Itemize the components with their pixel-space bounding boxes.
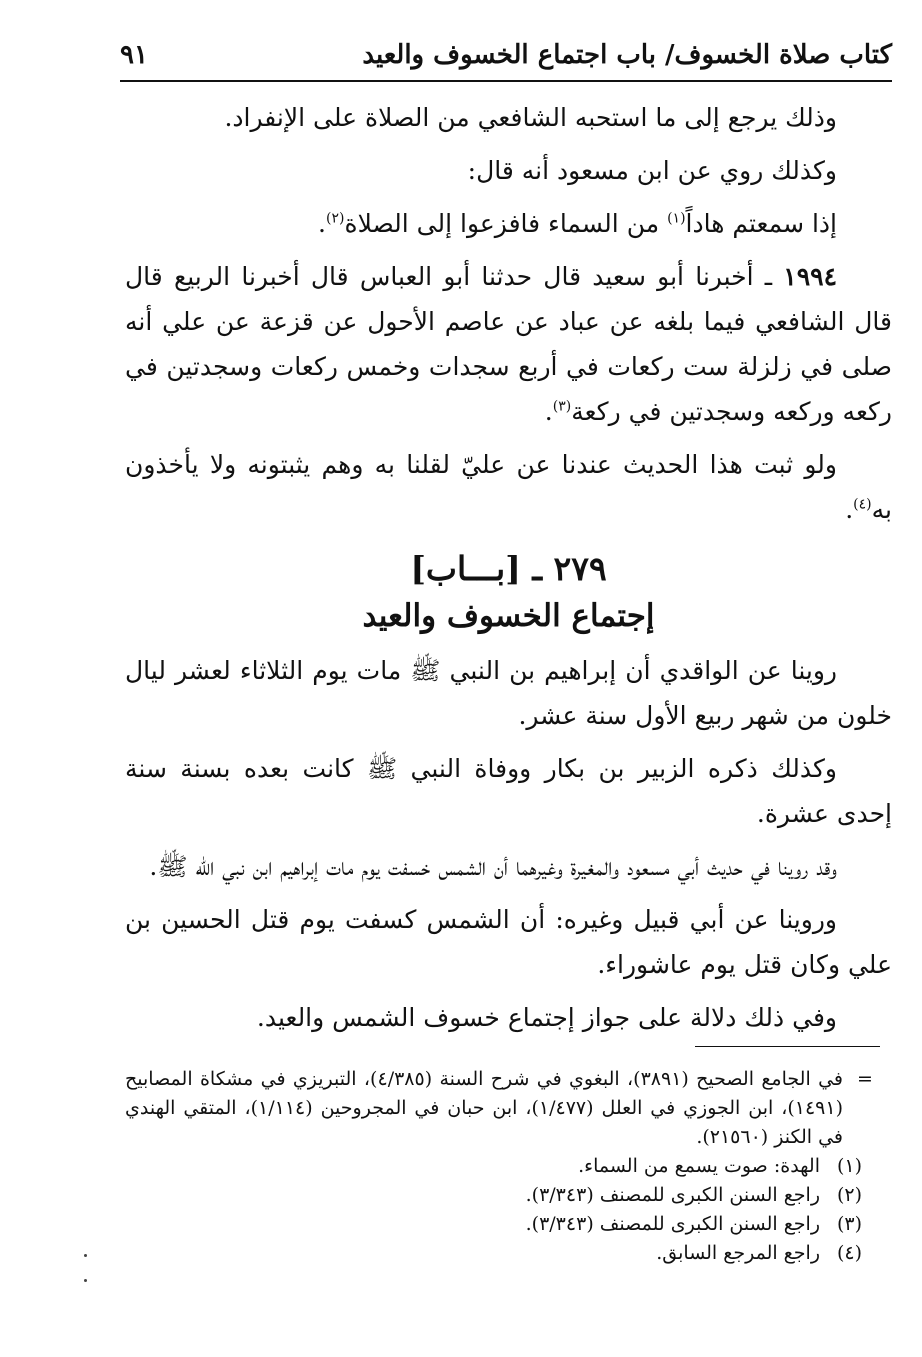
footnote-number: (٤) <box>836 1242 862 1264</box>
paragraph: ولو ثبت هذا الحديث عندنا عن عليّ لقلنا به وهم يثبتونه ولا يأخذون به$^{(٤)}$. <box>125 450 892 524</box>
footnote-text: الهدة: صوت يسمع من السماء. <box>578 1155 820 1177</box>
paragraph: وفي ذلك دلالة على جواز إجتماع خسوف الشمس والعيد. <box>256 1003 837 1032</box>
quote-paragraph: إذا سمعتم هاداً$^{(١)}$ من السماء فافزعوا إلى الصلاة$^{(٢)}$. <box>318 209 837 238</box>
footnote-text: في الجامع الصحيح (٣٨٩١)، البغوي في شرح السنة (٤/٣٨٥)، التبريزي في مشكاة المصابيح (١٤٩١)، ابن الجوزي في العلل (١/٤٧٧)، ابن حبان في المجروحين (١/١١٤)، المتقي الهندي في الكنز (٢١٥٦٠). <box>125 1068 843 1148</box>
paragraph: وكذلك روي عن ابن مسعود أنه قال: <box>467 156 837 185</box>
page-header <box>120 30 892 82</box>
footnote-ref: (١) <box>667 210 686 227</box>
footnote-text: راجع السنن الكبرى للمصنف (٣/٣٤٣). <box>525 1184 820 1206</box>
hadith-paragraph: ١٩٩٤ ـ أخبرنا أبو سعيد قال حدثنا أبو العباس قال أخبرنا الربيع قال قال الشافعي فيما بلغه عن عباد عن عاصم الأحول عن قزعة عن علي أنه صلى في زلزلة ست ركعات في أربع سجدات وخمس ركعات وسجدتين في ركعه وركعه وسجدتين في ركعة$^{(٣)}$. <box>125 262 892 426</box>
footnote-ref: (٤) <box>853 496 872 513</box>
hadith-number: ١٩٩٤ <box>783 262 837 291</box>
footnote-item <box>125 1210 887 1239</box>
footnote-number: (٢) <box>836 1184 862 1206</box>
chapter-heading: ٢٧٩ ـ [بـــاب] <box>410 549 607 588</box>
footnote-item <box>125 1152 887 1181</box>
footnotes <box>125 1065 887 1268</box>
footnote-continuation <box>125 1065 887 1152</box>
scan-speck <box>84 1279 87 1282</box>
footnote-item <box>125 1239 887 1268</box>
footnote-ref: (٢) <box>326 210 345 227</box>
main-text <box>125 95 892 1048</box>
paragraph: وروينا عن أبي قبيل وغيره: أن الشمس كسفت يوم قتل الحسين بن علي وكان قتل يوم عاشوراء. <box>125 905 892 979</box>
footnote-separator <box>695 1046 880 1047</box>
paragraph: وقد روينا في حديث أبي مسعود والمغيرة وغيرهما أن الشمس خسفت يوم مات إبراهيم ابن نبي الله ﷺ. <box>149 852 837 881</box>
footnote-text: راجع المرجع السابق. <box>656 1242 820 1264</box>
continuation-mark: = <box>857 1068 873 1090</box>
footnote-number: (٣) <box>836 1213 862 1235</box>
running-title: كتاب صلاة الخسوف/ باب اجتماع الخسوف والعيد <box>362 40 892 70</box>
page-number: ٩١ <box>120 40 148 70</box>
footnote-number: (١) <box>836 1155 862 1177</box>
paragraph: وكذلك ذكره الزبير بن بكار ووفاة النبي ﷺ كانت بعده بسنة سنة إحدى عشرة. <box>125 754 892 828</box>
footnote-item <box>125 1181 887 1210</box>
chapter-title: إجتماع الخسوف والعيد <box>362 598 655 634</box>
footnote-ref: (٣) <box>552 398 572 415</box>
paragraph: وذلك يرجع إلى ما استحبه الشافعي من الصلاة على الإنفراد. <box>224 103 837 132</box>
scan-speck <box>84 1254 87 1257</box>
footnote-text: راجع السنن الكبرى للمصنف (٣/٣٤٣). <box>525 1213 820 1235</box>
paragraph: روينا عن الواقدي أن إبراهيم بن النبي ﷺ مات يوم الثلاثاء لعشر ليال خلون من شهر ربيع الأول سنة عشر. <box>125 656 892 730</box>
